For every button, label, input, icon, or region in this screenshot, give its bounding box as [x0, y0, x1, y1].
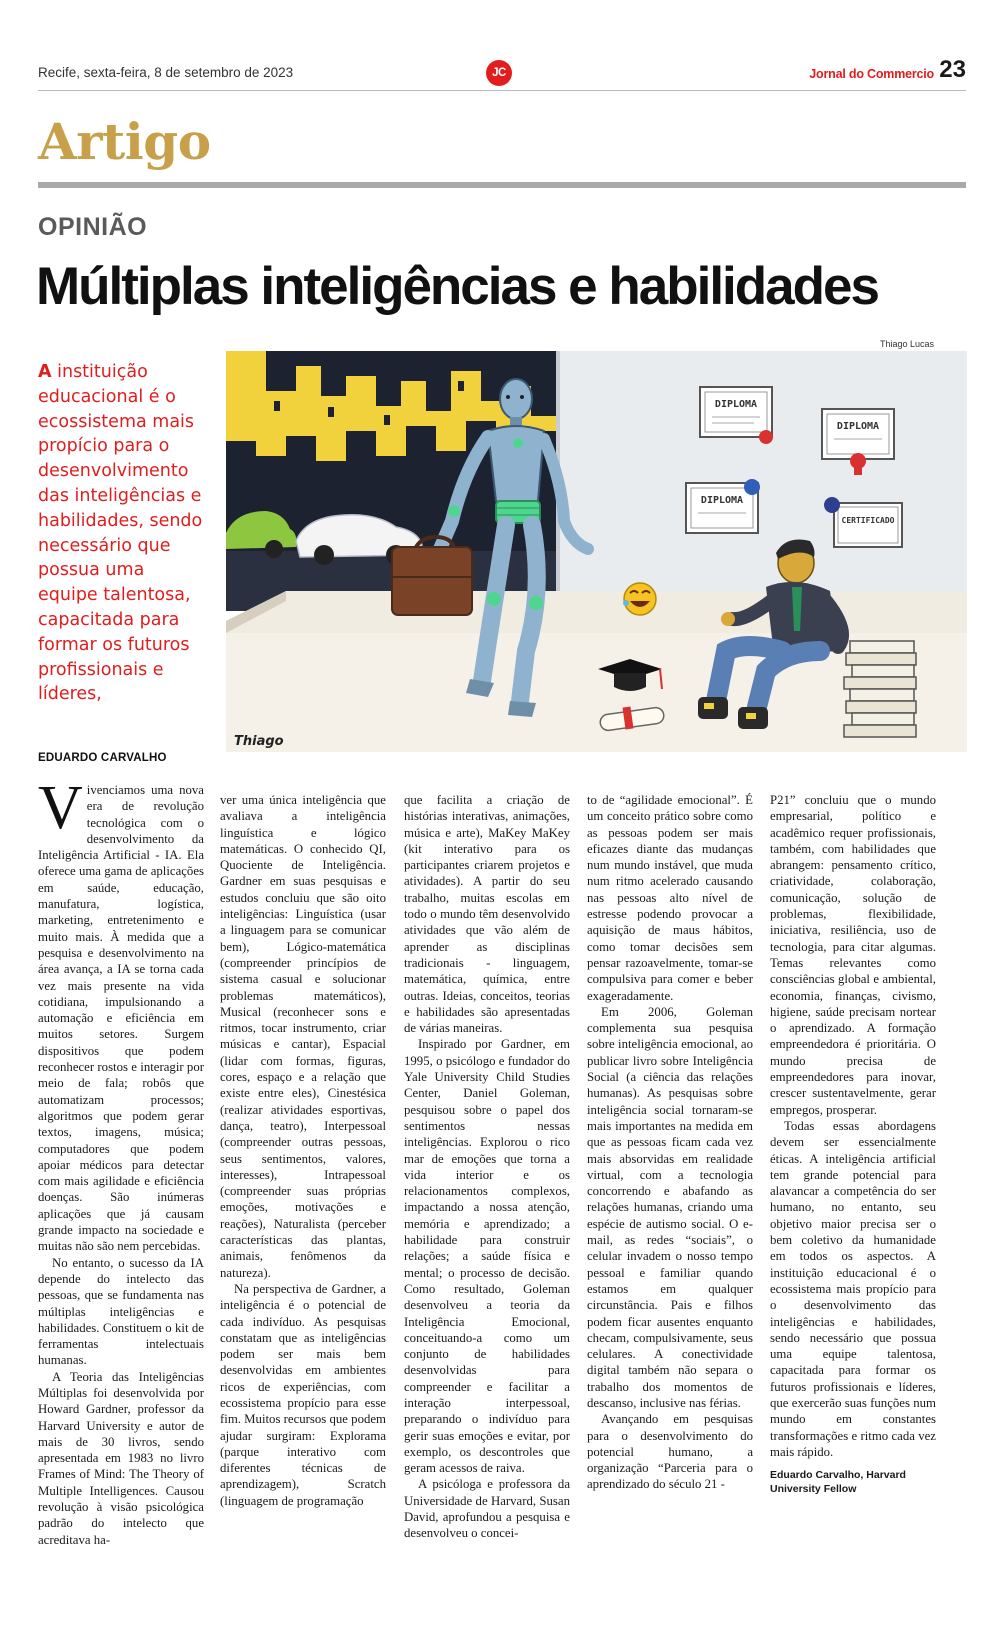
diploma-label-2: DIPLOMA — [836, 421, 880, 432]
paragraph: Na perspectiva de Gardner, a inteligência é o potencial de cada indivíduo. As pesquisas constatam que as inteligências podem ser mais bem desenvolvidas em ambientes ricos de experiências, com ecossistema propício para esse fim. Muitos recursos que podem ajudar surgiram: Explorama (parque interativo com diferentes técnicas de aprendizagem), Scratch (linguagem de programação — [220, 1281, 386, 1508]
paragraph: A Teoria das Inteligências Múltiplas foi desenvolvida por Howard Gardner, professor da Harvard University e autor de mais de 30 livros, sendo apresentada em 1983 no livro Frames of Mind: The Theory of Multiple Intelligences. Causou revolução à visão psicológica padrão do intelecto que acreditava ha- — [38, 1369, 204, 1547]
section-divider — [38, 182, 966, 188]
newspaper-name: Jornal do Commercio — [809, 67, 934, 81]
paragraph: to de “agilidade emocional”. É um conceito prático sobre como as pessoas podem ser mais eficazes diante das mudanças num mundo instável, que muda num ritmo acelerado causando nas pessoas alto nível de estresse podendo provocar a aquisição de maus hábitos, como tomar decisões sem pensar razoavelmente, tomar-se compulsiva para comer e beber exageradamente. — [587, 793, 753, 1003]
diploma-frame-1 — [700, 387, 773, 444]
byline: EDUARDO CARVALHO — [38, 752, 167, 764]
diploma-frame-3 — [686, 479, 760, 533]
kicker: OPINIÃO — [38, 213, 148, 241]
illustration — [226, 351, 967, 752]
diploma-label-3: DIPLOMA — [700, 495, 744, 506]
paragraph: Avançando em pesquisas para o desenvolvimento do potencial humano, a organização “Parceria para o aprendizado do século 21 - — [587, 1412, 753, 1492]
article-column-3 — [404, 792, 570, 1542]
drop-cap: V — [38, 774, 83, 842]
jc-logo: JC — [486, 60, 512, 86]
pull-quote-lead: A — [38, 362, 52, 382]
dateline: Recife, sexta-feira, 8 de setembro de 2023 — [38, 65, 294, 80]
page-number: 23 — [939, 56, 966, 83]
article-column-4 — [587, 792, 753, 1493]
masthead-rule — [38, 90, 966, 91]
certificate-frame — [824, 497, 902, 547]
pull-quote-text: instituição educacional é o ecossistema mais propício para o desenvolvimento das inteligências e habilidades, sendo necessário que possua uma equipe talentosa, capacitada para formar os futuros profissionais e líderes, — [38, 362, 203, 705]
paragraph-1 — [38, 774, 204, 1255]
pull-quote — [38, 360, 208, 707]
artist-signature: Thiago — [234, 734, 284, 749]
paragraph: No entanto, o sucesso da IA depende do intelecto das pessoas, que se fundamenta nas múltiplas inteligências e habilidades. Constituem o kit de ferramentas intelectuais humanas. — [38, 1255, 204, 1368]
illustration-credit: Thiago Lucas — [880, 339, 935, 349]
paragraph: Em 2006, Goleman complementa sua pesquisa sobre inteligência emocional, ao publicar livro sobre Inteligência Social (a ciência das relações humanas). As pesquisas sobre inteligência social tornaram-se mais importantes na medida em que as pessoas ficam cada vez mais absorvidas em realidade virtual, com a tecnologia concorrendo e abafando as relações humanas, criando uma espécie de autismo social. O e-mail, as redes “sociais”, o celular invadem o nosso tempo pessoal e familiar quando estamos em qualquer circunstância. Pais e filhos podem ficar ausentes enquanto checam, compulsivamente, seus celulares. A conectividade digital também não separa o trabalho dos momentos de descanso, inclusive nas férias. — [587, 1004, 753, 1410]
paragraph: que facilita a criação de histórias interativas, animações, música e arte), MaKey MaKey (kit interativo para os participantes criarem projetos e atividades). A partir do seu trabalho, muitas escolas em todo o mundo têm desenvolvido atividades que vão além de aprender as disciplinas tradicionais - linguagem, matemática, química, entre outras. Ideias, conceitos, teorias e habilidades são apresentadas de várias maneiras. — [404, 793, 570, 1036]
paragraph: ver uma única inteligência que avaliava a inteligência linguística e lógico matemáticas. O conhecido QI, Quociente de Inteligência. Gardner em suas pesquisas e estudos concluiu que são oito inteligências: Linguística (usar a linguagem para se comunicar bem), Lógico-matemática (compreender princípios de sistema casual e solucionar problemas matemáticos), Musical (reconhecer sons e ritmos, tocar instrumento, criar músicas e cantar), Espacial (lidar com formas, figuras, cores, espaço e a relação que existe entre eles), Cinestésica (realizar atividades esportivas, dança, teatro), Interpessoal (compreender outras pessoas, seus sentimentos, valores, interesses), Intrapessoal (compreender suas próprias emoções, motivações e reações), Naturalista (perceber características das plantas, animais, fenômenos da natureza). — [220, 793, 386, 1280]
author-signature: Eduardo Carvalho, Harvard University Fellow — [770, 1469, 906, 1496]
book-stack — [844, 641, 916, 737]
laughing-emoji — [623, 583, 656, 615]
article-column-1 — [38, 774, 204, 1548]
section-title: Artigo — [38, 112, 211, 171]
article-column-5 — [770, 792, 936, 1496]
diploma-label-1: DIPLOMA — [714, 399, 758, 410]
masthead — [38, 56, 966, 86]
paragraph: A psicóloga e professora da Universidade de Harvard, Susan David, aprofundou a pesquisa e desenvolveu o concei- — [404, 1477, 570, 1541]
paragraph: Todas essas abordagens devem ser essencialmente éticas. A inteligência artificial tem grande potencial para alavancar a competência do ser humano, no entanto, seu objetivo maior precisa ser o bem coletivo da humanidade em todos os aspectos. A instituição educacional é o ecossistema mais propício para o desenvolvimento das inteligências e habilidades, sendo necessário que possua uma equipe talentosa, capacitada para formar os futuros profissionais e líderes, que exercerão suas funções num mundo em constantes transformações e ritmo cada vez mais rápido. — [770, 1118, 936, 1459]
paragraph: P21” concluiu que o mundo empresarial, político e acadêmico requer profissionais, também, com habilidades que abrangem: pensamento crítico, criatividade, colaboração, comunicação, solução de problemas, flexibilidade, iniciativa, resiliência, uso de tecnologia, para citar algumas. Temas relevantes como consciências global e ambiental, economia, finanças, civismo, higiene, saúde precisam nortear o aprendizado. A formação empreendedora é prioritária. O mundo precisa de empreendedores para inovar, crescer sustentavelmente, gerar empregos, prosperar. — [770, 793, 936, 1117]
paragraph: Inspirado por Gardner, em 1995, o psicólogo e fundador do Yale University Child Studies Center, Daniel Goleman, pesquisou sobre o papel dos sentimentos nessas inteligências. Explorou o rico mar de emoções que torna a vida interior e os relacionamentos complexos, impactando a nossa atenção, memória e aprendizado; a habilidade para construir relações; a saúde física e mental; o processo de decisão. Como resultado, Goleman desenvolveu a teoria da Inteligência Emocional, conceituando-a como um conjunto de habilidades desenvolvidas para compreender e facilitar a interação interpessoal, preparando o indivíduo para gerir suas emoções e evitar, por exemplo, os descontroles que geram acessos de raiva. — [404, 1037, 570, 1476]
certificate-label: CERTIFICADO — [841, 516, 895, 525]
paragraph-1-text: ivenciamos uma nova era de revolução tecnológica com o desenvolvimento da Inteligência Artificial - IA. Ela oferece uma gama de aplicações em saúde, educação, manufatura, logística, marketing, entretenimento e muito mais. À medida que a pesquisa e desenvolvimento na área avança, a IA se torna cada vez mais presente na vida cotidiana, impulsionando a automação e eficiência em muitos setores. Surgem dispositivos que podem reconhecer rostos e interagir por meio de fala; robôs que automatizam processos; algoritmos que podem gerar textos, imagens, música; computadores que podem apoiar médicos para detectar com mais agilidade e eficiência doenças. São inúmeras aplicações que já causam grande impacto na sociedade e muitas não são nem percebidas. — [38, 783, 204, 1254]
briefcase — [392, 537, 472, 615]
article-column-2 — [220, 792, 386, 1509]
headline: Múltiplas inteligências e habilidades — [36, 257, 878, 316]
